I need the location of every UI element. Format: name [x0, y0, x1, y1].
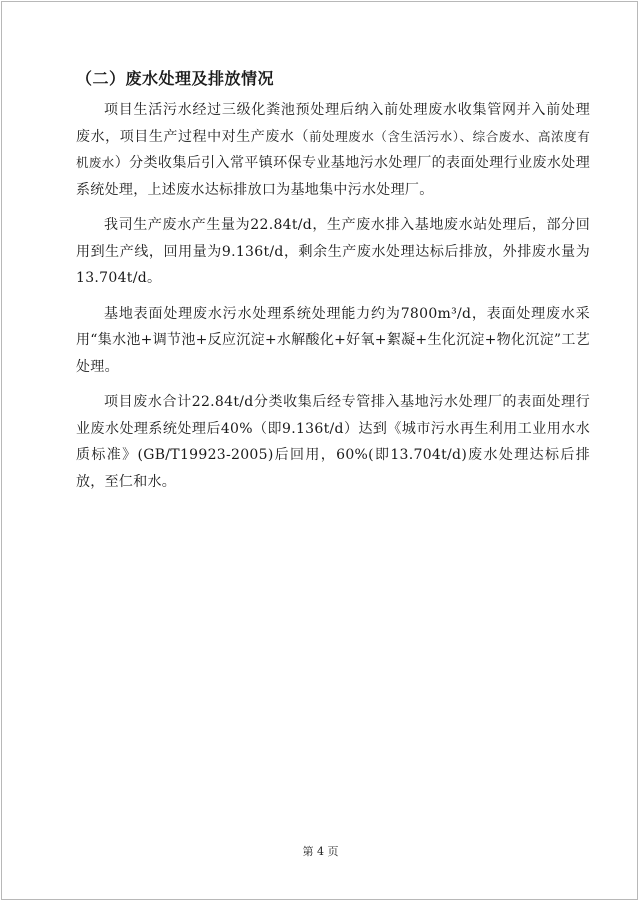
- page-number: 第 4 页: [302, 845, 339, 858]
- paragraph-inline-note: 前处理废水（含生活污水）、综合废水、高浓度有机废水: [76, 128, 590, 170]
- paragraph-treatment-capacity: 基地表面处理废水污水处理系统处理能力约为7800m³/d，表面处理废水采用“集水池+调节池+反应沉淀+水解酸化+好氧+絮凝+生化沉淀+物化沉淀”工艺处理。: [76, 305, 590, 375]
- paragraph-text: ）分类收集后引入常平镇环保专业基地污水处理厂的表面处理行业废水处理系统处理，上述废水达标排放口为基地集中污水处理厂。: [76, 155, 590, 198]
- paragraph-wastewater-collection: [76, 97, 590, 203]
- paragraph-wastewater-volume: 我司生产废水产生量为22.84t/d，生产废水排入基地废水站处理后，部分回用到生产线，回用量为9.136t/d，剩余生产废水处理达标后排放，外排废水量为13.704t/d。: [76, 217, 590, 286]
- paragraph-text: 项目生活污水经过三级化粪池预处理后纳入前处理废水收集管网并入前处理废水，项目生产过程中对生产废水（: [76, 102, 590, 145]
- section-heading: （二）废水处理及排放情况: [76, 69, 275, 88]
- document-body: [76, 64, 590, 504]
- paragraph-reuse-discharge: 项目废水合计22.84t/d分类收集后经专管排入基地污水处理厂的表面处理行业废水处理系统处理后40%（即9.136t/d）达到《城市污水再生利用工业用水水质标准》(GB/T19923-2005)后回用，60%(即13.704t/d)废水处理达标后排放，至仁和水。: [76, 394, 590, 490]
